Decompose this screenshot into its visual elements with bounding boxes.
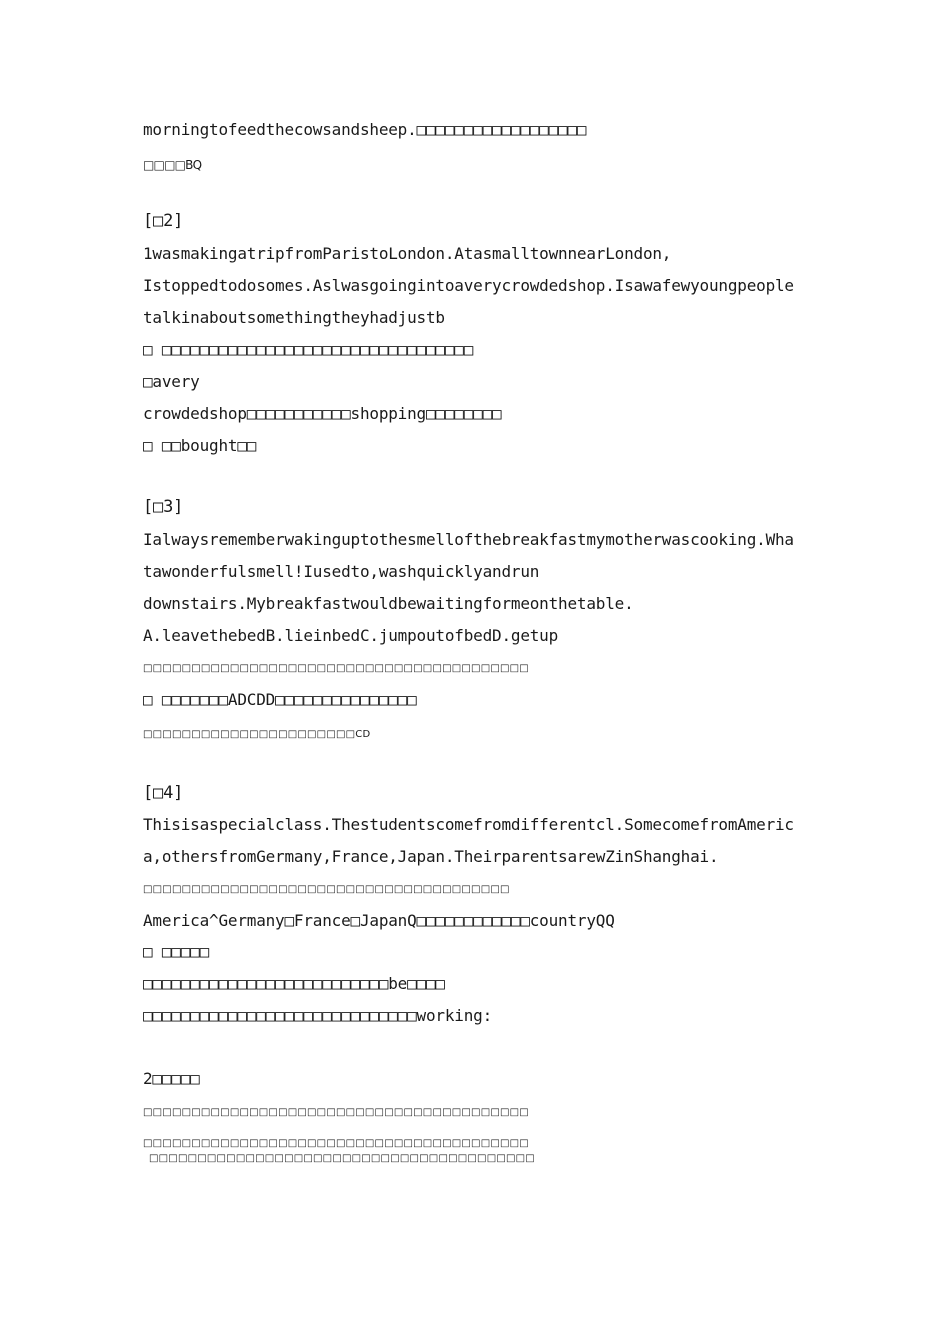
- text-line: America^Germany□France□JapanQ□□□□□□□□□□□□countryQQ: [143, 911, 615, 930]
- text-line: □ □□□□□□□□□□□□□□□□□□□□□□□□□□□□□□□□□: [143, 340, 474, 359]
- question-heading: [□3]: [143, 497, 184, 517]
- question-heading: [□2]: [143, 211, 184, 231]
- text-line: crowdedshop□□□□□□□□□□□shopping□□□□□□□□: [143, 404, 502, 423]
- text-line: Istoppedtodosomes.Aslwasgoingintoaverycrowdedshop.Isawafewyoungpeople: [143, 276, 794, 295]
- section-number: 2□□□□□: [143, 1069, 200, 1088]
- text-line: a,othersfromGermany,France,Japan.TheirparentsarewZinShanghai.: [143, 847, 719, 866]
- text-line: downstairs.Mybreakfastwouldbewaitingformeonthetable.: [143, 594, 634, 613]
- text-line: □□□□□□□□□□□□□□□□□□□□□□□□□□□□□working:: [143, 1006, 493, 1025]
- text-line: □□□□□□□□□□□□□□□□□□□□□□□□□□□□□□□□□□□□□□□□: [143, 663, 529, 674]
- text-line: □□□□□□□□□□□□□□□□□□□□□□□□□□be□□□□: [143, 974, 445, 993]
- text-line: Thisisaspecialclass.Thestudentscomefromdifferentcl.SomecomefromAmeric: [143, 815, 794, 834]
- text-line: talkinaboutsomethingtheyhadjustb: [143, 308, 445, 327]
- text-line: □avery: [143, 372, 200, 391]
- text-line: □ □□□□□: [143, 942, 210, 961]
- text-line: □□□□□□□□□□□□□□□□□□□□□□□□□□□□□□□□□□□□□□: [143, 884, 510, 895]
- text-line: tawonderfulsmell!Iusedto,washquicklyandrun: [143, 562, 540, 581]
- question-heading: [□4]: [143, 783, 184, 803]
- text-line: Ialwaysrememberwakinguptothesmellofthebreakfastmymotherwascooking.Wha: [143, 530, 794, 549]
- text-line: □ □□bought□□: [143, 436, 257, 455]
- answer-line: □□□□□□□□□□□□□□□□□□□□□□CD: [143, 729, 371, 740]
- text-line: □□□□□□□□□□□□□□□□□□□□□□□□□□□□□□□□□□□□□□□□: [143, 1138, 529, 1149]
- answer-line: □□□□BQ: [143, 158, 202, 172]
- text-line: □□□□□□□□□□□□□□□□□□□□□□□□□□□□□□□□□□□□□□□□: [143, 1107, 529, 1118]
- text-line: □□□□□□□□□□□□□□□□□□□□□□□□□□□□□□□□□□□□□□□□: [149, 1153, 535, 1164]
- text-line: morningtofeedthecowsandsheep.□□□□□□□□□□□□□□□□□□: [143, 120, 587, 139]
- text-line: □ □□□□□□□ADCDD□□□□□□□□□□□□□□□: [143, 690, 417, 709]
- text-line: 1wasmakingatripfromParistoLondon.AtasmalltownnearLondon,: [143, 244, 672, 263]
- options-line: A.leavethebedB.lieinbedC.jumpoutofbedD.getup: [143, 626, 559, 645]
